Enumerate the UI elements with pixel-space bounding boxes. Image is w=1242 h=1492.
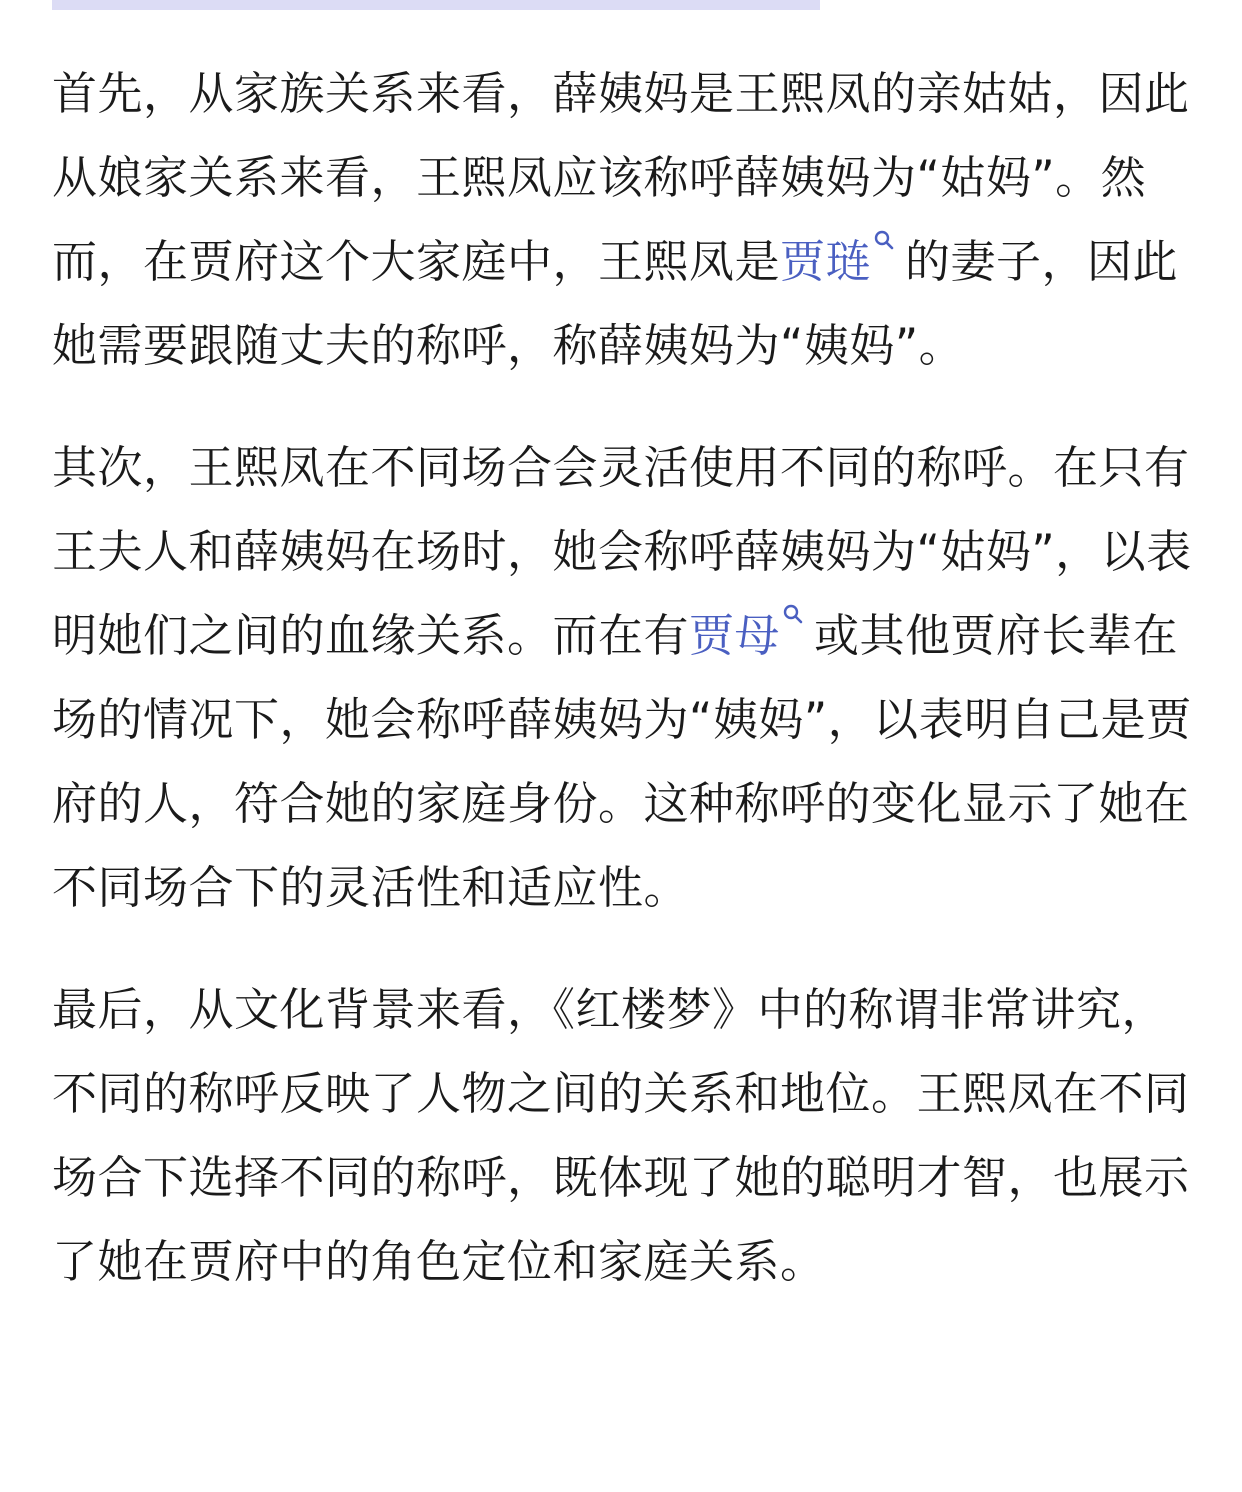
paragraph-2 <box>52 426 1192 930</box>
paragraph-3-text: 最后，从文化背景来看，《红楼梦》中的称谓非常讲究，不同的称呼反映了人物之间的关系和地位。王熙凤在不同场合下选择不同的称呼，既体现了她的聪明才智，也展示了她在贾府中的角色定位和家庭关系。 <box>52 983 1190 1288</box>
link-jia-lian-label: 贾琏 <box>780 235 872 288</box>
link-jia-mu[interactable] <box>689 609 814 662</box>
link-jia-lian[interactable] <box>780 235 905 288</box>
paragraph-3 <box>52 968 1192 1304</box>
paragraph-1 <box>52 52 1192 388</box>
paragraph-1-text-a: 首先，从家族关系来看，薛姨妈是王熙凤的亲姑姑，因此从娘家关系来看，王熙凤应该称呼薛姨妈为“姑妈”。然而，在贾府这个大家庭中，王熙凤是 <box>52 67 1190 288</box>
search-icon[interactable] <box>873 229 895 251</box>
paragraph-1-text-b: 的妻子，因此她需要跟随丈夫的称呼，称薛姨妈为“姨妈”。 <box>52 235 1179 372</box>
article-body <box>52 52 1192 1342</box>
link-jia-mu-label: 贾母 <box>689 609 781 662</box>
search-icon[interactable] <box>782 603 804 625</box>
paragraph-2-text-a: 其次，王熙凤在不同场合会灵活使用不同的称呼。在只有王夫人和薛姨妈在场时，她会称呼薛姨妈为“姑妈”，以表明她们之间的血缘关系。而在有 <box>52 441 1192 662</box>
top-divider-bar <box>52 0 820 10</box>
paragraph-2-text-b: 或其他贾府长辈在场的情况下，她会称呼薛姨妈为“姨妈”，以表明自己是贾府的人，符合她的家庭身份。这种称呼的变化显示了她在不同场合下的灵活性和适应性。 <box>52 609 1192 914</box>
